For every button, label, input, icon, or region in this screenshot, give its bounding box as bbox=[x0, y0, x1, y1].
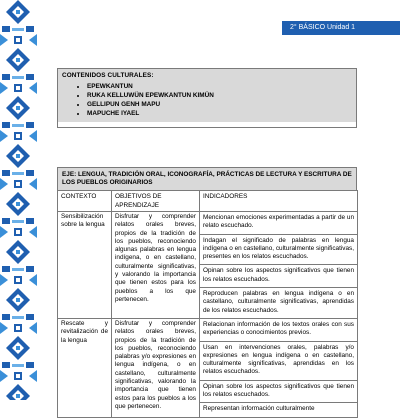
cultural-contents-box bbox=[57, 68, 357, 122]
indicator-item: Relacionan información de los textos orales con sus experiencias o conocimientos previos. bbox=[203, 320, 354, 337]
column-header: INDICADORES bbox=[200, 191, 358, 212]
indicator-item: Usan en intervenciones orales, palabras y/o expresiones en lengua indígena o en castellano, culturalmente significativas, aprendidas en los relatos escuchados. bbox=[200, 341, 357, 380]
indicator-item: Reproducen palabras en lengua indígena o en castellano, culturalmente significativas, aprendidas de los relatos escuchados. bbox=[200, 287, 357, 318]
list-item: • EPEWKANTUN bbox=[87, 83, 352, 90]
context-cell: Rescate y revitalización de la lengua bbox=[58, 318, 112, 417]
cultural-contents-title: CONTENIDOS CULTURALES: bbox=[62, 72, 154, 79]
context-cell: Sensibilización sobre la lengua bbox=[58, 212, 112, 319]
axis-title: EJE: LENGUA, TRADICIÓN ORAL, ICONOGRAFÍA, PRÁCTICAS DE LECTURA Y ESCRITURA DE LOS PUEBLOS ORIGINARIOS bbox=[57, 167, 357, 190]
cultural-contents-list bbox=[62, 83, 352, 117]
column-header: CONTEXTO bbox=[58, 191, 112, 212]
indicator-item: Representan información culturalmente bbox=[200, 402, 357, 416]
column-header: OBJETIVOS DE APRENDIZAJE bbox=[112, 191, 200, 212]
indicators-cell bbox=[200, 318, 358, 417]
spacer bbox=[57, 128, 357, 167]
indicators-cell bbox=[200, 212, 358, 319]
indicator-item: Opinan sobre los aspectos significativos que tienen los relatos escuchados. bbox=[200, 264, 357, 287]
list-item: • RUKA KELLUWÜN EPEWKANTUN KIMÜN bbox=[87, 92, 352, 99]
table-header-row bbox=[58, 191, 358, 212]
objective-cell: Disfrutar y comprender relatos orales breves, propios de la tradición de los pueblos, reconociendo palabras y/o expresiones en lengua indígena, o en castellano, culturalmente significativas, valorando la importancia que tienen estos para los pueblos a los que pertenecen. bbox=[112, 318, 200, 417]
mapuche-pattern-icon bbox=[0, 0, 37, 400]
list-item: • GELLIPUN GENH MAPU bbox=[87, 101, 352, 108]
indicator-item: Indagan el significado de palabras en lengua indígena o en castellano, culturalmente significativas, presentes en los relatos escuchados. bbox=[200, 234, 357, 265]
objective-cell: Disfrutar y comprender relatos orales breves, propios de la tradición de los pueblos, reconociendo algunas palabras en lengua indígena, o en castellano, culturalmente significativas, y valorando la importancia que tienen estos para los pueblos a los que pertenecen. bbox=[112, 212, 200, 319]
document-content bbox=[57, 68, 357, 418]
decorative-border bbox=[0, 0, 37, 400]
indicator-item: Opinan sobre los aspectos significativos que tienen los relatos escuchados. bbox=[200, 380, 357, 403]
unit-badge: 2° BÁSICO Unidad 1 bbox=[282, 21, 400, 35]
list-item: • MAPUCHE IYAEL bbox=[87, 110, 352, 117]
table-row bbox=[58, 212, 358, 319]
learning-table bbox=[57, 190, 358, 418]
indicator-item: Mencionan emociones experimentadas a partir de un relato escuchado. bbox=[203, 214, 354, 230]
table-row bbox=[58, 318, 358, 417]
